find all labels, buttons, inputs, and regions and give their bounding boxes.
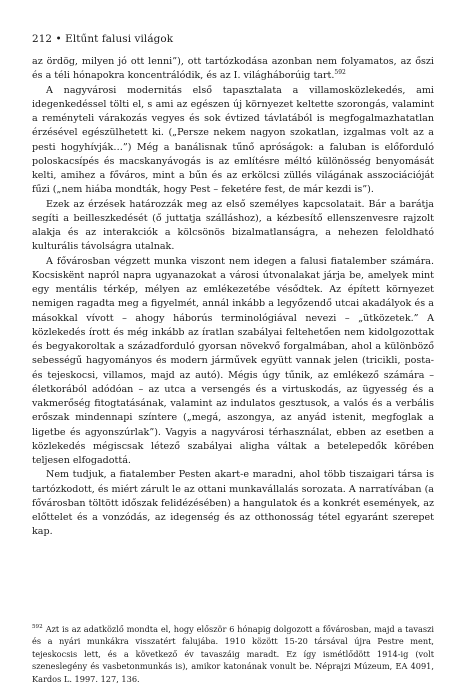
paragraph-4: A fővárosban végzett munka viszont nem idegen a falusi fiatalember számára. Kocsiskënt napról napra ugyanazokat a városi útvonalakat járja be, amelyek mint egy mentális térkép, mélyen az emlékezetébe vésődtek. Az épített környezet nemigen ragadta meg a figyelmét, annál inkább a legyőzendő utcai akadályok és a másokkal vívott – ahogy háborús terminológiával nevezi – „ütközetek.” A közlekedés írott és még inkább az íratlan szabályai feltehetően nem kidolgozottak és begyakoroltak a századforduló gyorsan növekvő forgalmában, ahol a különböző sebességű hagyományos és modern járművek együtt vannak jelen (tricikli, posta- és tejeskocsi, villamos, majd az autó). Mégis úgy tűnik, az emlékező számára – életkorából adódóan – az utca a versengés és a virtuskodás, az ügyesség és a vakmerőség fitogtatásának, valamint az indulatos gesztusok, a valós és a verbális erőszak mindennapi színtere („megá, aszongya, az anyád istenit, megfoglak a ligetbe és agyonszúrlak”). Vagyis a nagyvárosi térhasználat, ebben az esetben a közlekedés mégiscsak létező szabályai aligha váltak a betelepedők körében teljesen elfogadottá. [32,255,434,466]
footnotes [32,623,434,685]
footnote-marker: 592 [32,624,43,631]
paragraph-1 [32,55,434,84]
main-text [32,55,434,540]
footnote-592 [32,623,434,685]
footnote-text: Azt is az adatközlő mondta el, hogy először 6 hónapig dolgozott a fővárosban, majd a tavaszi és a nyári munkákra visszatért falujába. 1910 között 15-20 társával újra Pestre ment, tejeskocsis lett, és a következő év tavaszáig maradt. Ez így ismétlődött 1914-ig (volt szeneslegény és vasbetonmunkás is), amikor katonának vonult be. Néprajzi Múzeum, EA 4091, Kardos L. 1997. 127, 136. [32,624,434,684]
running-head: 212 • Eltűnt falusi világok [32,33,174,45]
footnote-reference[interactable]: 592 [334,69,346,77]
paragraph-1-text: az ördög, milyen jó ott lenni”), ott tartózkodása azonban nem folyamatos, az őszi és a téli hónapokra koncentrálódik, és az I. világháborúig tart. [32,56,434,82]
paragraph-3: Ezek az érzések határozzák meg az első személyes kapcsolatait. Bár a barátja segíti a beilleszkedését (ő juttatja szálláshoz), a kézbesítő ellenszenvesre rajzolt alakja és az interakciók a kölcsönös bizalmatlanságra, a nehezen feloldható kulturális távolságra utalnak. [32,198,434,253]
paragraph-2: A nagyvárosi modernitás első tapasztalata a villamosközlekedés, ami idegenkedéssel tölti el, s ami az egészen új környezet keltette szorongás, valamint a reményteli várakozás vegyes és sok évtized távlatából is megfogalmazhatatlan érzésével egészülhetett ki. („Persze nekem nagyon szokatlan, izgalmas volt az a pesti hogyhívják…”) Még a banálisnak tűnő apróságok: a faluban is előforduló poloskacsípés és macskanyávogás is az említésre méltó különösség benyomását kelti, amihez a főváros, mint a bűn és az erkölcsi züllés világának asszociációját fűzi („nem hiába mondták, hogy Pest – feketére fest, de már kezdi is”). [32,84,434,196]
paragraph-5: Nem tudjuk, a fiatalember Pesten akart-e maradni, ahol több tiszaigari társa is tartózkodott, és miért zárult le az ottani munkavállalás sorozata. A narratívában (a fővárosban töltött időszak felidézésében) a hangulatok és a konkrét események, az előttelet és a vonzódás, az idegenség és az otthonosság tétel egyaránt szerepet kap. [32,469,434,538]
